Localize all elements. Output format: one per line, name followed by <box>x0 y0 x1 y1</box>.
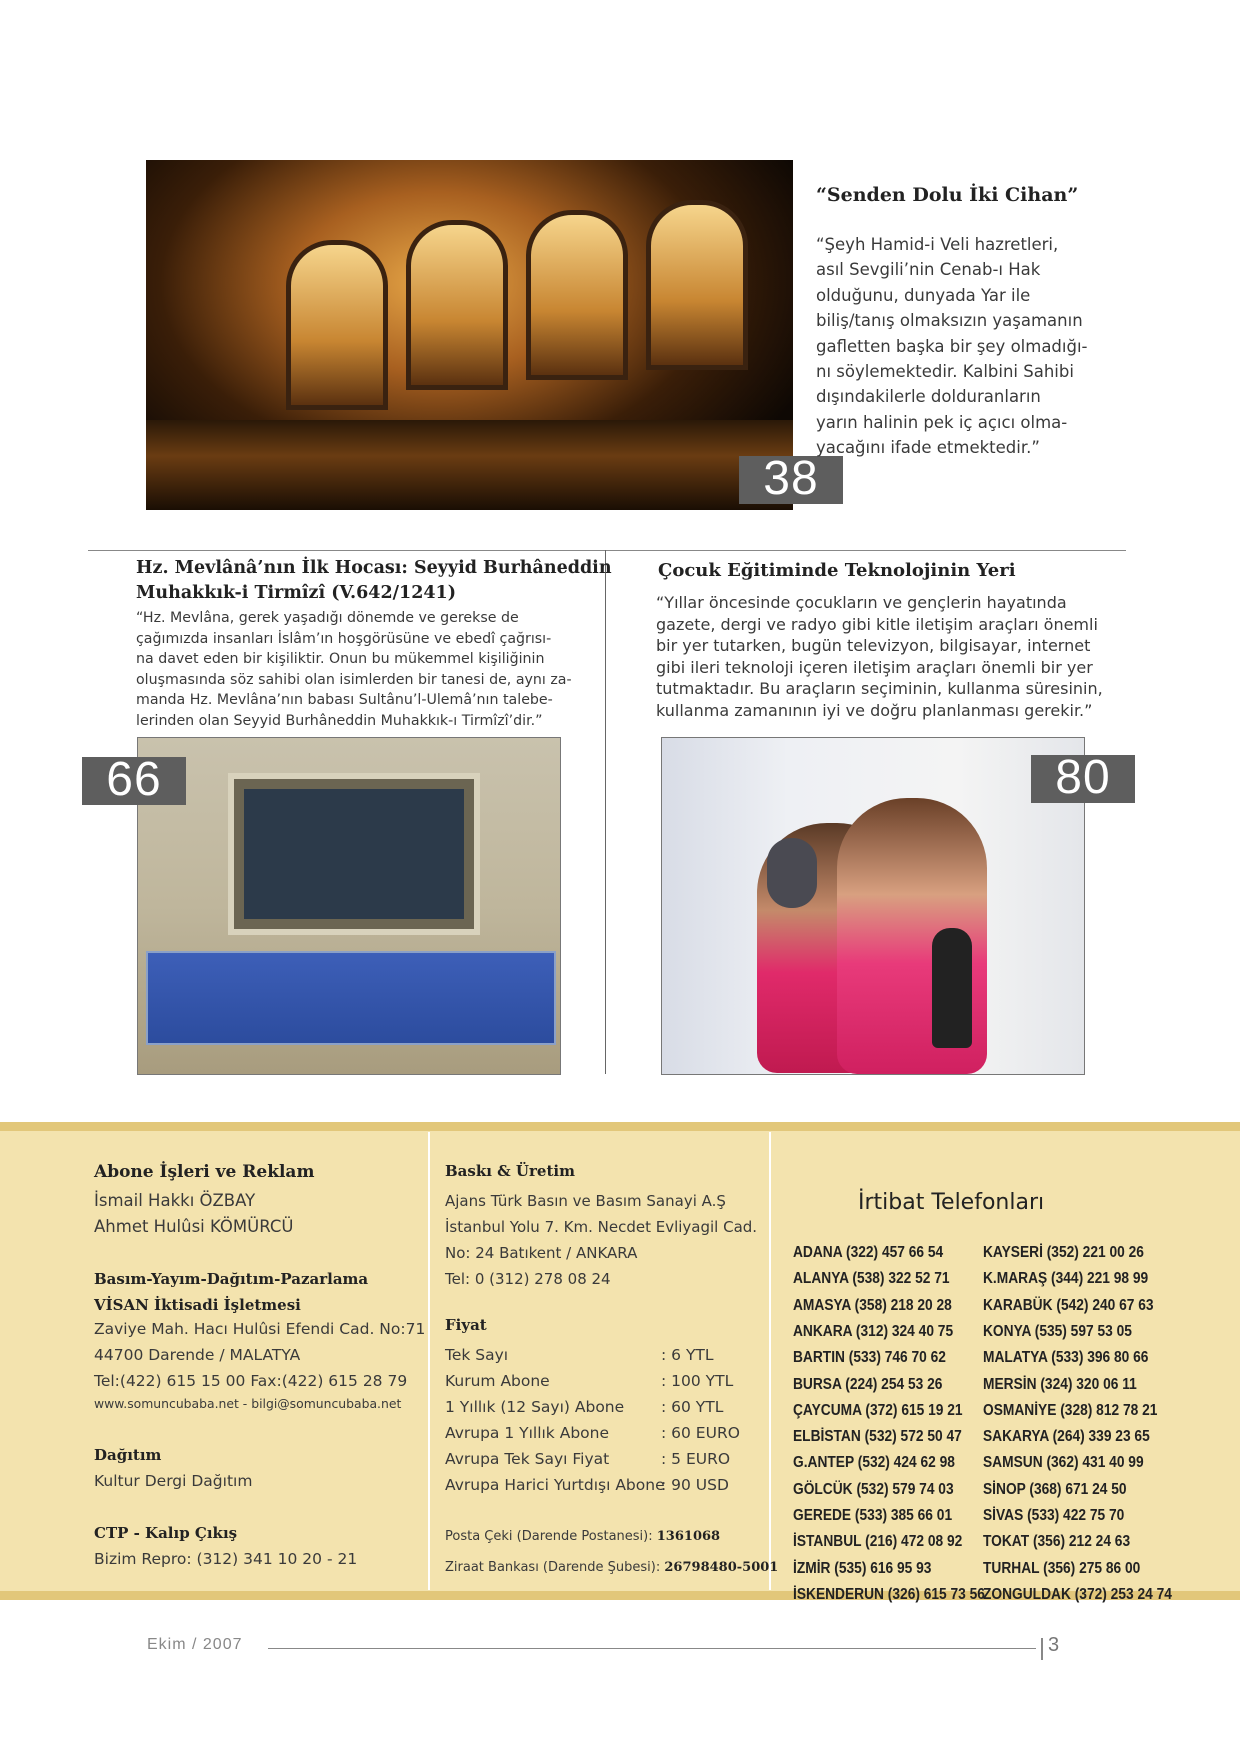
water-reflection <box>146 420 793 510</box>
price-label: Kurum Abone <box>445 1372 550 1390</box>
text-line: Tel: 0 (312) 278 08 24 <box>445 1270 611 1288</box>
price-label: Avrupa Harici Yurtdışı Abone <box>445 1476 665 1494</box>
text-line: Ahmet Hulûsi KÖMÜRCÜ <box>94 1217 294 1236</box>
text-line: biliş/tanış olmaksızın yaşamanın <box>816 311 1083 331</box>
print-heading: Baskı & Üretim <box>445 1162 575 1180</box>
text-line: na davet eden bir kişiliktir. Onun bu mükemmel kişiliğinin <box>136 651 545 668</box>
page-number: 3 <box>1048 1634 1060 1656</box>
article-excerpt-senden-dolu <box>816 232 1106 461</box>
phone-entry: SAKARYA (264) 339 23 65 <box>983 1428 1150 1446</box>
text-line: gibi ileri teknoloji içeren iletişim araçları önemli bir yer <box>656 657 1093 677</box>
text-line: olduğunu, dunyada Yar ile <box>816 285 1031 305</box>
text-line: gafletten başka bir şey olmadığı- <box>816 336 1088 356</box>
price-row <box>445 1472 745 1498</box>
text-line: VİSAN İktisadi İşletmesi <box>94 1296 301 1314</box>
mosque-night-photo <box>146 160 793 510</box>
bank-account-number: 26798480-5001 <box>664 1560 779 1575</box>
ctp-text: Bizim Repro: (312) 341 10 20 - 21 <box>94 1550 358 1568</box>
section-divider <box>88 550 1126 551</box>
text-line: Basım-Yayım-Dağıtım-Pazarlama <box>94 1270 369 1288</box>
price-row <box>445 1342 745 1368</box>
arch-window <box>286 240 388 410</box>
phone-entry: TURHAL (356) 275 86 00 <box>983 1559 1141 1577</box>
phone-entry: G.ANTEP (532) 424 62 98 <box>793 1454 955 1472</box>
phone-entry: GÖLCÜK (532) 579 74 03 <box>793 1480 954 1498</box>
price-row <box>445 1368 745 1394</box>
arch-window <box>406 220 508 390</box>
phone-entry: BARTIN (533) 746 70 62 <box>793 1349 946 1367</box>
subscription-contacts <box>94 1188 293 1240</box>
postal-check-number: 1361068 <box>656 1529 721 1544</box>
page-ref-badge-38[interactable]: 38 <box>739 456 843 504</box>
phone-entry: ZONGULDAK (372) 253 24 74 <box>983 1585 1172 1603</box>
children-computer-photo <box>661 737 1085 1075</box>
calligraphy-plaque-photo <box>137 737 561 1075</box>
text-line: dışındakilerle dolduranların <box>816 387 1041 407</box>
text-line: İstanbul Yolu 7. Km. Necdet Evliyagil Cad. <box>445 1218 758 1236</box>
phone-entry: GEREDE (533) 385 66 01 <box>793 1507 953 1524</box>
price-list <box>445 1342 745 1498</box>
footer-rule-end <box>1041 1638 1043 1660</box>
text-line: asıl Sevgili’nin Cenab-ı Hak <box>816 260 1041 280</box>
contact-phones-title: İrtibat Telefonları <box>858 1190 1045 1215</box>
title-line: Hz. Mevlânâ’nın İlk Hocası: Seyyid Burhâneddin <box>136 558 612 578</box>
page-ref-badge-80[interactable]: 80 <box>1031 755 1135 803</box>
price-row <box>445 1420 745 1446</box>
article-title-senden-dolu[interactable]: “Senden Dolu İki Cihan” <box>816 184 1079 206</box>
phone-entry: ADANA (322) 457 66 54 <box>793 1244 944 1261</box>
text-line: çağımızda insanları İslâm’ın hoşgörüsüne ve ebedî çağrısı- <box>136 630 552 647</box>
phone-entry: TOKAT (356) 212 24 63 <box>983 1533 1131 1551</box>
phone-entry: MALATYA (533) 396 80 66 <box>983 1349 1149 1367</box>
phone-entry: KARABÜK (542) 240 67 63 <box>983 1296 1154 1314</box>
publisher-heading <box>94 1266 368 1318</box>
article-title-cocuk-egitimi[interactable]: Çocuk Eğitiminde Teknolojinin Yeri <box>658 560 1016 581</box>
info-column-divider <box>428 1132 430 1590</box>
bank-account-label: Ziraat Bankası (Darende Şubesi): <box>445 1560 661 1575</box>
text-line: bir yer tutarken, bugün televizyon, bilgisayar, internet <box>656 636 1091 656</box>
text-line: Tel:(422) 615 15 00 Fax:(422) 615 28 79 <box>94 1372 408 1390</box>
text-line: gazete, dergi ve radyo gibi kitle iletişim araçları önemli <box>656 614 1098 634</box>
page-ref-badge-66[interactable]: 66 <box>82 757 186 805</box>
phone-entry: KAYSERİ (352) 221 00 26 <box>983 1244 1144 1261</box>
phone-entry: ÇAYCUMA (372) 615 19 21 <box>793 1401 963 1419</box>
phone-entry: İZMİR (535) 616 95 93 <box>793 1559 932 1577</box>
text-line: “Şeyh Hamid-i Veli hazretleri, <box>816 235 1059 254</box>
text-line: 44700 Darende / MALATYA <box>94 1346 301 1364</box>
text-line: tutmaktadır. Bu araçların seçiminin, kullanma süresinin, <box>656 679 1103 699</box>
bank-account <box>445 1560 778 1575</box>
price-heading: Fiyat <box>445 1316 487 1334</box>
issue-date: Ekim / 2007 <box>147 1636 243 1653</box>
postal-check <box>445 1529 720 1544</box>
info-column-divider <box>769 1132 771 1590</box>
phone-entry: ALANYA (538) 322 52 71 <box>793 1270 950 1288</box>
text-line: Zaviye Mah. Hacı Hulûsi Efendi Cad. No:71 <box>94 1320 426 1338</box>
phone-entry: OSMANİYE (328) 812 78 21 <box>983 1401 1158 1419</box>
footer-rule <box>268 1648 1036 1649</box>
text-line: İsmail Hakkı ÖZBAY <box>94 1191 256 1210</box>
upper-inscription-panel <box>228 773 480 935</box>
text-line: nı söylemektedir. Kalbini Sahibi <box>816 362 1074 382</box>
text-line: yacağını ifade etmektedir.” <box>816 438 1040 458</box>
price-value: : 90 USD <box>661 1476 729 1494</box>
ctp-heading: CTP - Kalıp Çıkış <box>94 1524 238 1542</box>
lower-inscription-band <box>146 951 556 1045</box>
phone-entry: BURSA (224) 254 53 26 <box>793 1375 943 1393</box>
price-label: Avrupa 1 Yıllık Abone <box>445 1424 609 1442</box>
price-value: : 100 YTL <box>661 1372 734 1390</box>
phone-entry: SİNOP (368) 671 24 50 <box>983 1480 1127 1498</box>
text-line: “Hz. Mevlâna, gerek yaşadığı dönemde ve gerekse de <box>136 610 519 626</box>
price-row <box>445 1394 745 1420</box>
text-line: “Yıllar öncesinde çocukların ve gençlerin hayatında <box>656 593 1067 612</box>
text-line: lerinden olan Seyyid Burhâneddin Muhakkık-ı Tirmîzî’dir.” <box>136 712 543 729</box>
phone-entry: İSKENDERUN (326) 615 73 56 <box>793 1585 985 1603</box>
subscription-heading: Abone İşleri ve Reklam <box>94 1162 315 1182</box>
article-title-mevlana[interactable] <box>136 556 612 606</box>
price-label: Avrupa Tek Sayı Fiyat <box>445 1450 610 1468</box>
article-excerpt-cocuk-egitimi <box>656 592 1126 722</box>
text-line: kullanma zamanının iyi ve doğru planlanması gerekir.” <box>656 700 1093 720</box>
arch-window <box>646 200 748 370</box>
phone-entry: ANKARA (312) 324 40 75 <box>793 1322 954 1340</box>
publisher-address <box>94 1316 425 1394</box>
postal-check-label: Posta Çeki (Darende Postanesi): <box>445 1529 653 1544</box>
arch-window <box>526 210 628 380</box>
text-line: Ajans Türk Basın ve Basım Sanayi A.Ş <box>445 1192 726 1210</box>
distribution-heading: Dağıtım <box>94 1446 162 1464</box>
text-line: manda Hz. Mevlâna’nın babası Sultânu’l-Ulemâ’nın talebe- <box>136 692 553 709</box>
text-line: yarın halinin pek iç açıcı olma- <box>816 412 1068 432</box>
phone-entry: KONYA (535) 597 53 05 <box>983 1322 1132 1340</box>
price-label: Tek Sayı <box>445 1346 509 1364</box>
price-label: 1 Yıllık (12 Sayı) Abone <box>445 1398 625 1416</box>
title-line: Muhakkık-i Tirmîzî (V.642/1241) <box>136 583 457 603</box>
phone-entry: AMASYA (358) 218 20 28 <box>793 1296 952 1314</box>
phone-entry: K.MARAŞ (344) 221 98 99 <box>983 1270 1149 1288</box>
price-value: : 5 EURO <box>661 1450 731 1468</box>
website-email-link[interactable]: www.somuncubaba.net - bilgi@somuncubaba.net <box>94 1396 402 1411</box>
distribution-text: Kultur Dergi Dağıtım <box>94 1472 253 1490</box>
print-address <box>445 1188 757 1292</box>
text-line: No: 24 Batıkent / ANKARA <box>445 1244 638 1262</box>
price-value: : 60 YTL <box>661 1398 724 1416</box>
phone-entry: SİVAS (533) 422 75 70 <box>983 1507 1125 1524</box>
joystick <box>932 928 972 1048</box>
price-value: : 60 EURO <box>661 1424 740 1442</box>
phone-entry: İSTANBUL (216) 472 08 92 <box>793 1533 963 1551</box>
phone-entry: SAMSUN (362) 431 40 99 <box>983 1454 1144 1472</box>
text-line: oluşmasında söz sahibi olan isimlerden bir tanesi de, aynı za- <box>136 671 572 688</box>
article-excerpt-mevlana <box>136 608 606 732</box>
phone-entry: MERSİN (324) 320 06 11 <box>983 1375 1137 1393</box>
price-row <box>445 1446 745 1472</box>
phone-entry: ELBİSTAN (532) 572 50 47 <box>793 1428 962 1446</box>
price-value: : 6 YTL <box>661 1346 714 1364</box>
headphones <box>767 838 817 908</box>
